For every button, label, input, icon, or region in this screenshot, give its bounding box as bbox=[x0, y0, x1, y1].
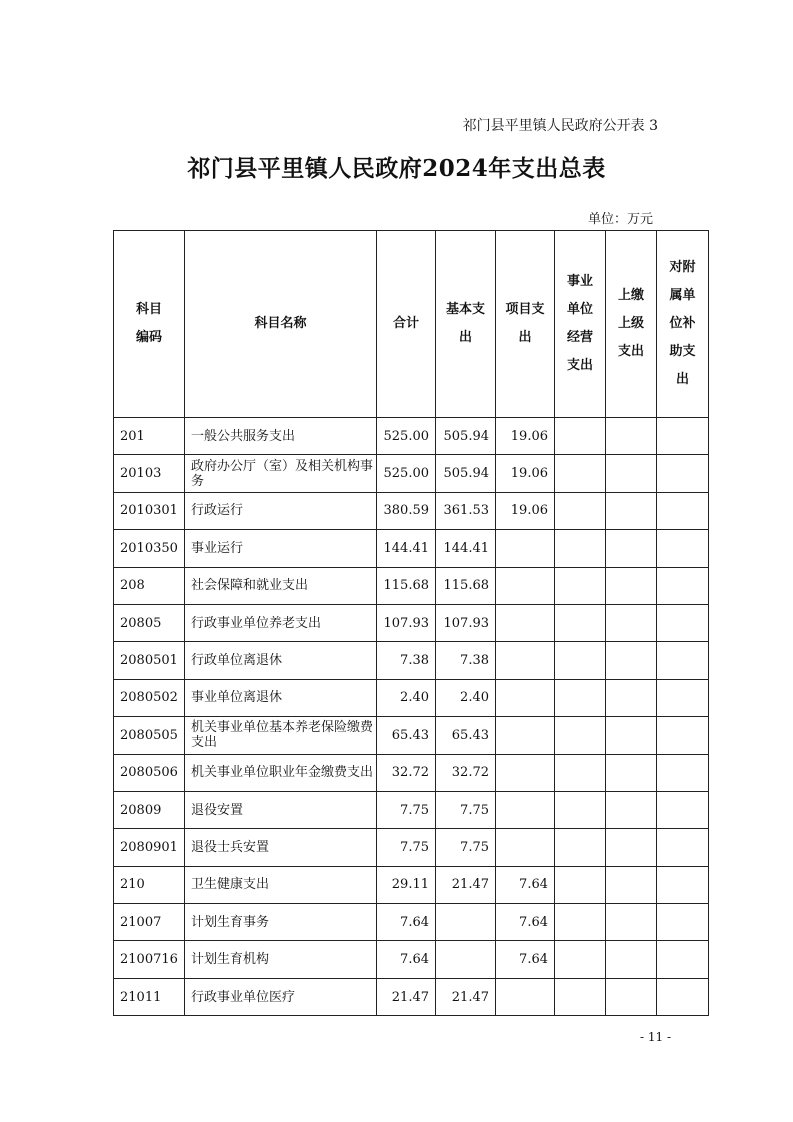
row-project: 7.64 bbox=[496, 866, 555, 903]
table-row bbox=[114, 717, 709, 754]
row-business bbox=[555, 604, 606, 641]
row-code: 2080505 bbox=[114, 717, 185, 754]
table-row bbox=[114, 791, 709, 828]
header-project: 项目支 出 bbox=[496, 231, 555, 418]
row-upper bbox=[606, 978, 657, 1015]
row-code: 2080502 bbox=[114, 679, 185, 716]
table-row bbox=[114, 941, 709, 978]
row-business bbox=[555, 829, 606, 866]
row-project bbox=[496, 679, 555, 716]
header-name: 科目名称 bbox=[185, 231, 377, 418]
row-name: 计划生育事务 bbox=[185, 904, 377, 941]
row-upper bbox=[606, 754, 657, 791]
row-subsidy bbox=[657, 754, 709, 791]
row-basic: 505.94 bbox=[436, 418, 496, 455]
document-reference: 祁门县平里镇人民政府公开表 3 bbox=[462, 118, 658, 134]
row-subsidy bbox=[657, 679, 709, 716]
row-project: 19.06 bbox=[496, 418, 555, 455]
row-total: 7.75 bbox=[377, 791, 436, 828]
row-total: 525.00 bbox=[377, 455, 436, 492]
table-row bbox=[114, 492, 709, 529]
row-total: 525.00 bbox=[377, 418, 436, 455]
header-upper: 上缴 上级 支出 bbox=[606, 231, 657, 418]
row-name: 事业运行 bbox=[185, 530, 377, 567]
row-code: 2010301 bbox=[114, 492, 185, 529]
row-basic: 505.94 bbox=[436, 455, 496, 492]
row-basic: 65.43 bbox=[436, 717, 496, 754]
row-total: 7.64 bbox=[377, 904, 436, 941]
row-basic: 32.72 bbox=[436, 754, 496, 791]
row-basic: 21.47 bbox=[436, 866, 496, 903]
row-name: 事业单位离退休 bbox=[185, 679, 377, 716]
row-subsidy bbox=[657, 455, 709, 492]
row-basic: 7.38 bbox=[436, 642, 496, 679]
row-total: 32.72 bbox=[377, 754, 436, 791]
row-subsidy bbox=[657, 941, 709, 978]
row-code: 201 bbox=[114, 418, 185, 455]
row-total: 29.11 bbox=[377, 866, 436, 903]
row-code: 2080901 bbox=[114, 829, 185, 866]
row-name: 计划生育机构 bbox=[185, 941, 377, 978]
header-business: 事业 单位 经营 支出 bbox=[555, 231, 606, 418]
row-upper bbox=[606, 717, 657, 754]
table-row bbox=[114, 829, 709, 866]
header-subsidy: 对附 属单 位补 助支 出 bbox=[657, 231, 709, 418]
row-name: 行政运行 bbox=[185, 492, 377, 529]
table-row bbox=[114, 978, 709, 1015]
row-basic: 107.93 bbox=[436, 604, 496, 641]
row-total: 7.38 bbox=[377, 642, 436, 679]
row-code: 2080501 bbox=[114, 642, 185, 679]
row-business bbox=[555, 941, 606, 978]
row-business bbox=[555, 978, 606, 1015]
unit-label: 单位：万元 bbox=[587, 212, 653, 227]
row-basic: 144.41 bbox=[436, 530, 496, 567]
row-subsidy bbox=[657, 829, 709, 866]
row-code: 2080506 bbox=[114, 754, 185, 791]
row-business bbox=[555, 679, 606, 716]
row-upper bbox=[606, 941, 657, 978]
row-total: 7.75 bbox=[377, 829, 436, 866]
row-total: 107.93 bbox=[377, 604, 436, 641]
row-upper bbox=[606, 866, 657, 903]
row-name: 行政单位离退休 bbox=[185, 642, 377, 679]
row-subsidy bbox=[657, 567, 709, 604]
row-business bbox=[555, 418, 606, 455]
row-code: 20809 bbox=[114, 791, 185, 828]
table-row bbox=[114, 904, 709, 941]
row-project: 19.06 bbox=[496, 492, 555, 529]
row-upper bbox=[606, 455, 657, 492]
row-total: 7.64 bbox=[377, 941, 436, 978]
row-subsidy bbox=[657, 492, 709, 529]
row-code: 208 bbox=[114, 567, 185, 604]
row-upper bbox=[606, 604, 657, 641]
row-basic bbox=[436, 941, 496, 978]
row-basic: 115.68 bbox=[436, 567, 496, 604]
row-basic: 7.75 bbox=[436, 791, 496, 828]
row-name: 机关事业单位职业年金缴费支出 bbox=[185, 754, 377, 791]
row-subsidy bbox=[657, 604, 709, 641]
row-project bbox=[496, 530, 555, 567]
row-basic: 361.53 bbox=[436, 492, 496, 529]
row-business bbox=[555, 455, 606, 492]
row-business bbox=[555, 904, 606, 941]
row-project bbox=[496, 717, 555, 754]
row-upper bbox=[606, 530, 657, 567]
row-subsidy bbox=[657, 791, 709, 828]
row-upper bbox=[606, 642, 657, 679]
row-subsidy bbox=[657, 642, 709, 679]
row-subsidy bbox=[657, 717, 709, 754]
row-subsidy bbox=[657, 418, 709, 455]
row-total: 65.43 bbox=[377, 717, 436, 754]
table-row bbox=[114, 754, 709, 791]
row-project bbox=[496, 642, 555, 679]
row-code: 21011 bbox=[114, 978, 185, 1015]
row-project bbox=[496, 604, 555, 641]
row-basic: 7.75 bbox=[436, 829, 496, 866]
row-project bbox=[496, 978, 555, 1015]
row-business bbox=[555, 754, 606, 791]
expenditure-table bbox=[113, 230, 709, 1016]
table-row bbox=[114, 604, 709, 641]
table-row bbox=[114, 642, 709, 679]
row-upper bbox=[606, 492, 657, 529]
table-row bbox=[114, 418, 709, 455]
row-business bbox=[555, 530, 606, 567]
row-code: 21007 bbox=[114, 904, 185, 941]
row-total: 115.68 bbox=[377, 567, 436, 604]
document-title: 祁门县平里镇人民政府2024年支出总表 bbox=[187, 155, 606, 182]
row-project bbox=[496, 791, 555, 828]
row-project: 19.06 bbox=[496, 455, 555, 492]
row-name: 一般公共服务支出 bbox=[185, 418, 377, 455]
row-basic bbox=[436, 904, 496, 941]
row-name: 社会保障和就业支出 bbox=[185, 567, 377, 604]
row-upper bbox=[606, 829, 657, 866]
row-project bbox=[496, 567, 555, 604]
row-subsidy bbox=[657, 978, 709, 1015]
row-name: 行政事业单位养老支出 bbox=[185, 604, 377, 641]
row-total: 144.41 bbox=[377, 530, 436, 567]
row-upper bbox=[606, 418, 657, 455]
row-code: 20103 bbox=[114, 455, 185, 492]
header-basic: 基本支 出 bbox=[436, 231, 496, 418]
row-upper bbox=[606, 904, 657, 941]
row-name: 卫生健康支出 bbox=[185, 866, 377, 903]
row-name: 退役士兵安置 bbox=[185, 829, 377, 866]
row-business bbox=[555, 791, 606, 828]
page-number: - 11 - bbox=[639, 1030, 671, 1044]
table-row bbox=[114, 679, 709, 716]
row-subsidy bbox=[657, 530, 709, 567]
row-name: 政府办公厅（室）及相关机构事务 bbox=[185, 455, 377, 492]
table-row bbox=[114, 455, 709, 492]
row-total: 380.59 bbox=[377, 492, 436, 529]
row-total: 2.40 bbox=[377, 679, 436, 716]
row-project bbox=[496, 829, 555, 866]
row-total: 21.47 bbox=[377, 978, 436, 1015]
row-business bbox=[555, 717, 606, 754]
row-basic: 2.40 bbox=[436, 679, 496, 716]
row-code: 210 bbox=[114, 866, 185, 903]
row-subsidy bbox=[657, 904, 709, 941]
row-business bbox=[555, 492, 606, 529]
row-name: 机关事业单位基本养老保险缴费支出 bbox=[185, 717, 377, 754]
row-business bbox=[555, 866, 606, 903]
row-project: 7.64 bbox=[496, 904, 555, 941]
row-project bbox=[496, 754, 555, 791]
row-upper bbox=[606, 567, 657, 604]
header-total: 合计 bbox=[377, 231, 436, 418]
header-code: 科目 编码 bbox=[114, 231, 185, 418]
table-row bbox=[114, 866, 709, 903]
table-row bbox=[114, 567, 709, 604]
row-basic: 21.47 bbox=[436, 978, 496, 1015]
row-upper bbox=[606, 679, 657, 716]
row-business bbox=[555, 642, 606, 679]
row-name: 退役安置 bbox=[185, 791, 377, 828]
row-name: 行政事业单位医疗 bbox=[185, 978, 377, 1015]
row-code: 2100716 bbox=[114, 941, 185, 978]
row-code: 20805 bbox=[114, 604, 185, 641]
row-business bbox=[555, 567, 606, 604]
row-subsidy bbox=[657, 866, 709, 903]
row-project: 7.64 bbox=[496, 941, 555, 978]
table-header-row bbox=[114, 231, 709, 418]
table-row bbox=[114, 530, 709, 567]
row-code: 2010350 bbox=[114, 530, 185, 567]
row-upper bbox=[606, 791, 657, 828]
